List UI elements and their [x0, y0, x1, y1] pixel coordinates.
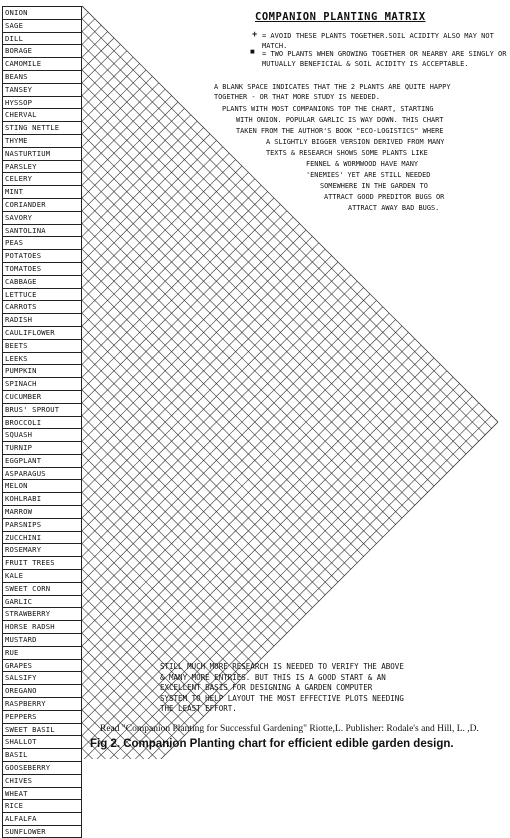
grid-line-ascending	[82, 128, 204, 250]
plant-label: KOHLRABI	[2, 492, 82, 505]
plant-label: SANTOLINA	[2, 224, 82, 237]
plant-label: CHERVAL	[2, 108, 82, 121]
plant-label: THYME	[2, 134, 82, 147]
note-line-2: WITH ONION. POPULAR GARLIC IS WAY DOWN. THIS CHART	[236, 116, 444, 124]
plant-label: CABBAGE	[2, 275, 82, 288]
grid-line-descending	[82, 313, 344, 575]
research-note-line-1: STILL MUCH MORE RESEARCH IS NEEDED TO VERIFY THE ABOVE	[160, 662, 404, 671]
plant-label: MINT	[2, 185, 82, 198]
plant-label: TOMATOES	[2, 262, 82, 275]
plant-label: NASTURTIUM	[2, 147, 82, 160]
grid-line-ascending	[82, 256, 332, 506]
grid-line-descending	[82, 518, 242, 678]
grid-line-descending	[82, 339, 332, 589]
plant-label: RADISH	[2, 313, 82, 326]
plant-label: PEAS	[2, 236, 82, 249]
grid-line-descending	[82, 492, 255, 665]
grid-line-ascending	[82, 12, 88, 18]
plant-label: FRUIT TREES	[2, 556, 82, 569]
research-note	[160, 662, 505, 715]
plant-label: BEETS	[2, 339, 82, 352]
plant-label: SHALLOT	[2, 735, 82, 748]
plant-label: CUCUMBER	[2, 390, 82, 403]
grid-line-ascending	[82, 64, 140, 122]
grid-line-ascending	[82, 204, 280, 402]
grid-line-ascending	[82, 51, 127, 96]
note-blank-line-2: TOGETHER - OR THAT MORE STUDY IS NEEDED.	[214, 93, 380, 101]
avoid-symbol: +	[252, 29, 258, 39]
plant-label: GRAPES	[2, 659, 82, 672]
note-line-4: A SLIGHTLY BIGGER VERSION DERIVED FROM MANY	[266, 138, 445, 146]
grid-line-ascending	[82, 179, 255, 352]
grid-line-ascending	[82, 140, 216, 274]
plant-label: LEEKS	[2, 352, 82, 365]
plant-label: WHEAT	[2, 787, 82, 800]
plant-label: SPINACH	[2, 377, 82, 390]
grid-line-descending	[82, 211, 396, 525]
plant-label: SAGE	[2, 19, 82, 32]
note-line-10: ATTRACT AWAY BAD BUGS.	[348, 204, 440, 212]
note-line-5: TEXTS & RESEARCH SHOWS SOME PLANTS LIKE	[266, 149, 428, 157]
plant-label: STRAWBERRY	[2, 607, 82, 620]
plant-label: MELON	[2, 479, 82, 492]
plant-label: ALFALFA	[2, 812, 82, 825]
grid-line-ascending	[82, 358, 434, 710]
chart-title: COMPANION PLANTING MATRIX	[255, 11, 426, 23]
plant-label: SQUASH	[2, 428, 82, 441]
grid-line-ascending	[82, 192, 268, 378]
plant-label: CARROTS	[2, 300, 82, 313]
plant-label: PARSNIPS	[2, 518, 82, 531]
note-line-9: ATTRACT GOOD PREDITOR BUGS OR	[324, 193, 445, 201]
plant-label: GOOSEBERRY	[2, 761, 82, 774]
plant-label: GARLIC	[2, 595, 82, 608]
plant-label: BEANS	[2, 70, 82, 83]
legend-good-text-line-2: MUTUALLY BENEFICIAL & SOIL ACIDITY IS ACCEPTABLE.	[262, 60, 469, 68]
grid-line-ascending	[82, 345, 421, 684]
grid-line-descending	[82, 467, 268, 653]
legend-avoid-text: = AVOID THESE PLANTS TOGETHER.SOIL ACIDITY ALSO MAY NOT MATCH.	[262, 32, 494, 50]
grid-line-descending	[82, 262, 370, 550]
grid-line-ascending	[82, 332, 408, 658]
plant-label: ROSEMARY	[2, 543, 82, 556]
plant-label: POTATOES	[2, 249, 82, 262]
grid-line-ascending	[82, 38, 114, 70]
plant-label: OREGANO	[2, 684, 82, 697]
plant-label-column	[2, 6, 82, 838]
plant-label: DILL	[2, 32, 82, 45]
plant-label: LETTUCE	[2, 288, 82, 301]
plant-label: ASPARAGUS	[2, 467, 82, 480]
plant-label: SWEET CORN	[2, 582, 82, 595]
plant-label: TANSEY	[2, 83, 82, 96]
grid-line-ascending	[82, 217, 293, 428]
plant-label: RICE	[2, 799, 82, 812]
plant-label: RUE	[2, 646, 82, 659]
grid-line-descending	[82, 441, 280, 639]
research-note-line-5: THE LEAST EFFORT.	[160, 704, 237, 713]
plant-label: BASIL	[2, 748, 82, 761]
note-line-8: SOMEWHERE IN THE GARDEN TO	[320, 182, 428, 190]
grid-line-ascending	[82, 230, 306, 454]
note-line-7: 'ENEMIES' YET ARE STILL NEEDED	[306, 171, 431, 179]
grid-line-ascending	[82, 89, 165, 172]
plant-label: BRUS' SPROUT	[2, 403, 82, 416]
grid-line-ascending	[82, 268, 344, 530]
grid-line-descending	[82, 236, 383, 537]
plant-label: STING NETTLE	[2, 121, 82, 134]
plant-label: PEPPERS	[2, 710, 82, 723]
plant-label: CAMOMILE	[2, 57, 82, 70]
grid-line-ascending	[82, 294, 370, 582]
legend-good-text-line-1: = TWO PLANTS WHEN GROWING TOGETHER OR NEARBY ARE SINGLY OR	[262, 50, 507, 58]
grid-line-ascending	[82, 102, 178, 198]
grid-line-descending	[82, 390, 306, 614]
grid-line-ascending	[82, 76, 152, 146]
plant-label: TURNIP	[2, 441, 82, 454]
plant-label: HORSE RADSH	[2, 620, 82, 633]
grid-line-ascending	[82, 320, 396, 634]
good-symbol: ■	[250, 47, 255, 56]
plant-label: HYSSOP	[2, 96, 82, 109]
research-note-line-2: & MANY MORE ENTRIES. BUT THIS IS A GOOD START & AN	[160, 672, 386, 682]
plant-label: EGGPLANT	[2, 454, 82, 467]
plant-label: BROCCOLI	[2, 416, 82, 429]
plant-label: ZUCCHINI	[2, 531, 82, 544]
plant-label: SWEET BASIL	[2, 723, 82, 736]
grid-line-descending	[82, 416, 293, 627]
plant-label: CORIANDER	[2, 198, 82, 211]
plant-label: KALE	[2, 569, 82, 582]
note-blank-line-1: A BLANK SPACE INDICATES THAT THE 2 PLANTS ARE QUITE HAPPY	[214, 83, 451, 91]
research-note-line-4: SYSTEM TO HELP LAYOUT THE MOST EFFECTIVE PLOTS NEEDING	[160, 693, 404, 703]
note-line-1: PLANTS WITH MOST COMPANIONS TOP THE CHART, STARTING	[222, 105, 434, 113]
grid-line-ascending	[82, 166, 242, 326]
plant-label: BORAGE	[2, 44, 82, 57]
plant-label: PARSLEY	[2, 160, 82, 173]
plant-label: CHIVES	[2, 774, 82, 787]
note-line-6: FENNEL & WORMWOOD HAVE MANY	[306, 160, 419, 168]
grid-line-ascending	[82, 307, 383, 608]
plant-label: MUSTARD	[2, 633, 82, 646]
plant-label: CELERY	[2, 172, 82, 185]
plant-label: ONION	[2, 6, 82, 19]
plant-label: SUNFLOWER	[2, 825, 82, 838]
figure-caption: Fig 2. Companion Planting chart for efficient edible garden design.	[90, 738, 454, 750]
plant-label: MARROW	[2, 505, 82, 518]
note-line-3: TAKEN FROM THE AUTHOR'S BOOK "ECO-LOGISTICS" WHERE	[236, 127, 444, 135]
research-note-line-3: EXCELLENT BASIS FOR DESIGNING A GARDEN COMPUTER	[160, 683, 373, 692]
plant-label: SAVORY	[2, 211, 82, 224]
plant-label: SALSIFY	[2, 671, 82, 684]
source-citation: Read "Companion Planting for Successful Gardening" Riotte,L. Publisher: Rodale's and Hill, L. ,D.	[100, 724, 479, 734]
plant-label: PUMPKIN	[2, 364, 82, 377]
plant-label: RASPBERRY	[2, 697, 82, 710]
grid-line-descending	[82, 185, 408, 511]
plant-label: CAULIFLOWER	[2, 326, 82, 339]
